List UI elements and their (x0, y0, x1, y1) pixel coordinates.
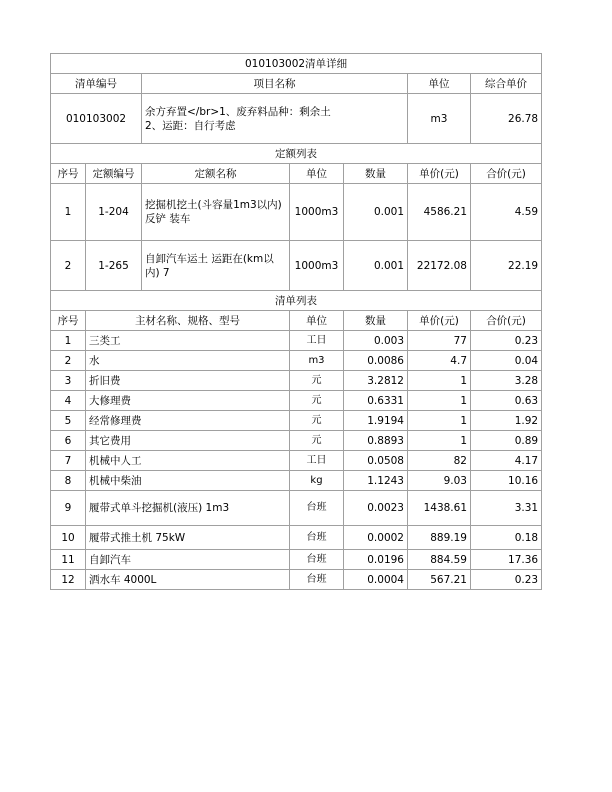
material-total: 17.36 (471, 550, 542, 570)
material-qty: 0.0023 (344, 491, 408, 526)
material-unit: 元 (290, 431, 344, 451)
material-total: 0.63 (471, 391, 542, 411)
material-no: 7 (51, 451, 86, 471)
material-unit: m3 (290, 351, 344, 371)
materials-header-no: 序号 (51, 311, 86, 331)
item-unit: m3 (408, 94, 471, 144)
header-code: 清单编号 (51, 74, 142, 94)
material-total: 0.04 (471, 351, 542, 371)
material-price: 77 (408, 331, 471, 351)
quota-section-title: 定额列表 (51, 144, 542, 164)
quota-qty: 0.001 (344, 241, 408, 291)
material-qty: 0.0004 (344, 570, 408, 590)
material-no: 2 (51, 351, 86, 371)
material-total: 10.16 (471, 471, 542, 491)
material-qty: 0.0086 (344, 351, 408, 371)
materials-header-total: 合价(元) (471, 311, 542, 331)
material-no: 8 (51, 471, 86, 491)
quota-unit: 1000m3 (290, 184, 344, 241)
materials-section-row (51, 291, 542, 311)
quota-name: 自卸汽车运土 运距在(km以内) 7 (142, 241, 290, 291)
page-title: 010103002清单详细 (51, 54, 542, 74)
table-row (51, 391, 542, 411)
table-row (51, 491, 542, 526)
table-row (51, 331, 542, 351)
material-total: 3.28 (471, 371, 542, 391)
table-row (51, 471, 542, 491)
material-price: 1 (408, 411, 471, 431)
material-no: 1 (51, 331, 86, 351)
quota-unit: 1000m3 (290, 241, 344, 291)
material-unit: 台班 (290, 491, 344, 526)
material-name: 履带式单斗挖掘机(液压) 1m3 (86, 491, 290, 526)
quota-price: 22172.08 (408, 241, 471, 291)
table-row (51, 570, 542, 590)
quota-total: 4.59 (471, 184, 542, 241)
material-qty: 0.8893 (344, 431, 408, 451)
material-price: 9.03 (408, 471, 471, 491)
header-unit: 单位 (408, 74, 471, 94)
material-qty: 0.0002 (344, 526, 408, 550)
quota-code: 1-265 (86, 241, 142, 291)
material-qty: 0.0508 (344, 451, 408, 471)
material-name: 三类工 (86, 331, 290, 351)
material-no: 12 (51, 570, 86, 590)
material-unit: 台班 (290, 526, 344, 550)
material-unit: 元 (290, 371, 344, 391)
material-total: 0.23 (471, 570, 542, 590)
material-no: 4 (51, 391, 86, 411)
materials-header-name: 主材名称、规格、型号 (86, 311, 290, 331)
table-row (51, 411, 542, 431)
material-total: 3.31 (471, 491, 542, 526)
item-name-line1: 余方弃置</br>1、废弃料品种：剩余土 (145, 105, 331, 118)
material-price: 1 (408, 431, 471, 451)
material-unit: 台班 (290, 550, 344, 570)
material-unit: 工日 (290, 331, 344, 351)
material-total: 0.89 (471, 431, 542, 451)
material-no: 9 (51, 491, 86, 526)
material-price: 1438.61 (408, 491, 471, 526)
quota-header-price: 单价(元) (408, 164, 471, 184)
material-no: 5 (51, 411, 86, 431)
table-row (51, 351, 542, 371)
quota-total: 22.19 (471, 241, 542, 291)
material-name: 其它费用 (86, 431, 290, 451)
material-no: 6 (51, 431, 86, 451)
table-row (51, 431, 542, 451)
material-unit: 元 (290, 411, 344, 431)
material-name: 履带式推土机 75kW (86, 526, 290, 550)
material-total: 0.18 (471, 526, 542, 550)
material-price: 1 (408, 371, 471, 391)
material-qty: 0.0196 (344, 550, 408, 570)
table-row (51, 526, 542, 550)
materials-header-qty: 数量 (344, 311, 408, 331)
quota-section-row (51, 144, 542, 164)
material-unit: 台班 (290, 570, 344, 590)
material-price: 82 (408, 451, 471, 471)
table-row (51, 550, 542, 570)
material-name: 机械中柴油 (86, 471, 290, 491)
material-qty: 3.2812 (344, 371, 408, 391)
item-price: 26.78 (471, 94, 542, 144)
item-name-line2: 2、运距：自行考虑 (145, 119, 236, 132)
table-row (51, 241, 542, 291)
quota-header-row (51, 164, 542, 184)
quota-header-unit: 单位 (290, 164, 344, 184)
material-name: 机械中人工 (86, 451, 290, 471)
material-price: 4.7 (408, 351, 471, 371)
quota-no: 1 (51, 184, 86, 241)
item-code: 010103002 (51, 94, 142, 144)
material-price: 1 (408, 391, 471, 411)
material-total: 0.23 (471, 331, 542, 351)
material-total: 1.92 (471, 411, 542, 431)
material-qty: 1.9194 (344, 411, 408, 431)
materials-header-unit: 单位 (290, 311, 344, 331)
material-name: 洒水车 4000L (86, 570, 290, 590)
material-name: 水 (86, 351, 290, 371)
material-name: 经常修理费 (86, 411, 290, 431)
material-qty: 1.1243 (344, 471, 408, 491)
quota-price: 4586.21 (408, 184, 471, 241)
material-no: 3 (51, 371, 86, 391)
table-row (51, 451, 542, 471)
material-unit: 元 (290, 391, 344, 411)
material-no: 10 (51, 526, 86, 550)
quota-header-code: 定额编号 (86, 164, 142, 184)
material-name: 折旧费 (86, 371, 290, 391)
material-price: 889.19 (408, 526, 471, 550)
material-price: 567.21 (408, 570, 471, 590)
material-unit: 工日 (290, 451, 344, 471)
quota-header-name: 定额名称 (142, 164, 290, 184)
quota-qty: 0.001 (344, 184, 408, 241)
header-name: 项目名称 (142, 74, 408, 94)
material-name: 自卸汽车 (86, 550, 290, 570)
material-qty: 0.003 (344, 331, 408, 351)
item-header-row (51, 74, 542, 94)
material-total: 4.17 (471, 451, 542, 471)
item-name (142, 94, 408, 144)
table-row (51, 371, 542, 391)
table-row (51, 184, 542, 241)
item-row (51, 94, 542, 144)
materials-header-row (51, 311, 542, 331)
material-price: 884.59 (408, 550, 471, 570)
material-name: 大修理费 (86, 391, 290, 411)
header-price: 综合单价 (471, 74, 542, 94)
bill-detail-table (50, 53, 542, 590)
quota-code: 1-204 (86, 184, 142, 241)
quota-header-qty: 数量 (344, 164, 408, 184)
materials-section-title: 清单列表 (51, 291, 542, 311)
quota-header-total: 合价(元) (471, 164, 542, 184)
materials-body (51, 331, 542, 590)
title-row (51, 54, 542, 74)
quota-name: 挖掘机挖土(斗容量1m3以内) 反铲 装车 (142, 184, 290, 241)
quota-header-no: 序号 (51, 164, 86, 184)
materials-header-price: 单价(元) (408, 311, 471, 331)
material-qty: 0.6331 (344, 391, 408, 411)
material-no: 11 (51, 550, 86, 570)
material-unit: kg (290, 471, 344, 491)
quota-no: 2 (51, 241, 86, 291)
